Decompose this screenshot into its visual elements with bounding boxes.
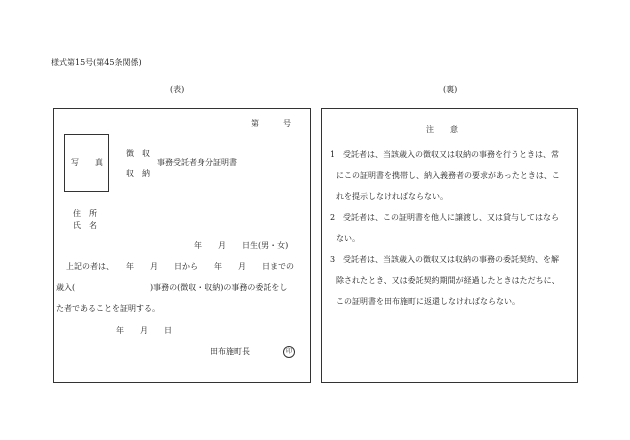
note-3-line-3: この証明書を田布施町に返還しなければならない。 xyxy=(336,297,520,306)
note-1-line-2: にこの証明書を携帯し、納入義務者の要求があったときは、こ xyxy=(336,171,560,180)
issuer-name: 田布施町長 xyxy=(210,347,250,356)
tax-receive-label: 収 納 xyxy=(126,169,150,178)
body-line-1: 上記の者は、 年 月 日から 年 月 日までの xyxy=(66,262,294,271)
tax-collect-label: 徴 収 xyxy=(126,149,150,158)
certificate-title: 事務受託者身分証明書 xyxy=(157,158,237,167)
photo-label: 写 真 xyxy=(71,158,103,167)
note-2-line-1: 受託者は、この証明書を他人に譲渡し、又は貸与してはなら xyxy=(343,213,559,222)
note-3-line-1: 受託者は、当該歳入の徴収又は収納の事務の委託契約、を解 xyxy=(343,255,559,264)
note-1-line-3: れを提示しなければならない。 xyxy=(336,192,448,201)
front-heading: (表) xyxy=(170,85,185,94)
note-3-line-2: 除されたとき、又は委託契約期間が経過したときはただちに、 xyxy=(336,276,560,285)
body-line-2a: 歳入( xyxy=(56,283,76,292)
body-line-2b: )事務の(徴収・収納)の事務の委託をし xyxy=(150,283,288,292)
seal-mark: 印 xyxy=(283,346,295,358)
issue-date-line: 年 月 日 xyxy=(116,326,172,335)
birth-date-line: 年 月 日生(男・女) xyxy=(194,241,289,250)
note-1-number: 1 xyxy=(330,150,336,159)
notes-title: 注 意 xyxy=(426,125,458,134)
address-label: 住 所 xyxy=(73,209,97,218)
note-1-line-1: 受託者は、当該歳入の徴収又は収納の事務を行うときは、常 xyxy=(343,150,559,159)
note-3-number: 3 xyxy=(330,255,336,264)
form-number: 様式第15号(第45条関係) xyxy=(51,58,142,67)
certificate-number-label: 第 号 xyxy=(251,119,291,128)
note-2-line-2: ない。 xyxy=(336,234,360,243)
back-heading: (裏) xyxy=(443,85,458,94)
name-label: 氏 名 xyxy=(73,221,97,230)
body-line-3: た者であることを証明する。 xyxy=(56,304,160,313)
note-2-number: 2 xyxy=(330,213,336,222)
